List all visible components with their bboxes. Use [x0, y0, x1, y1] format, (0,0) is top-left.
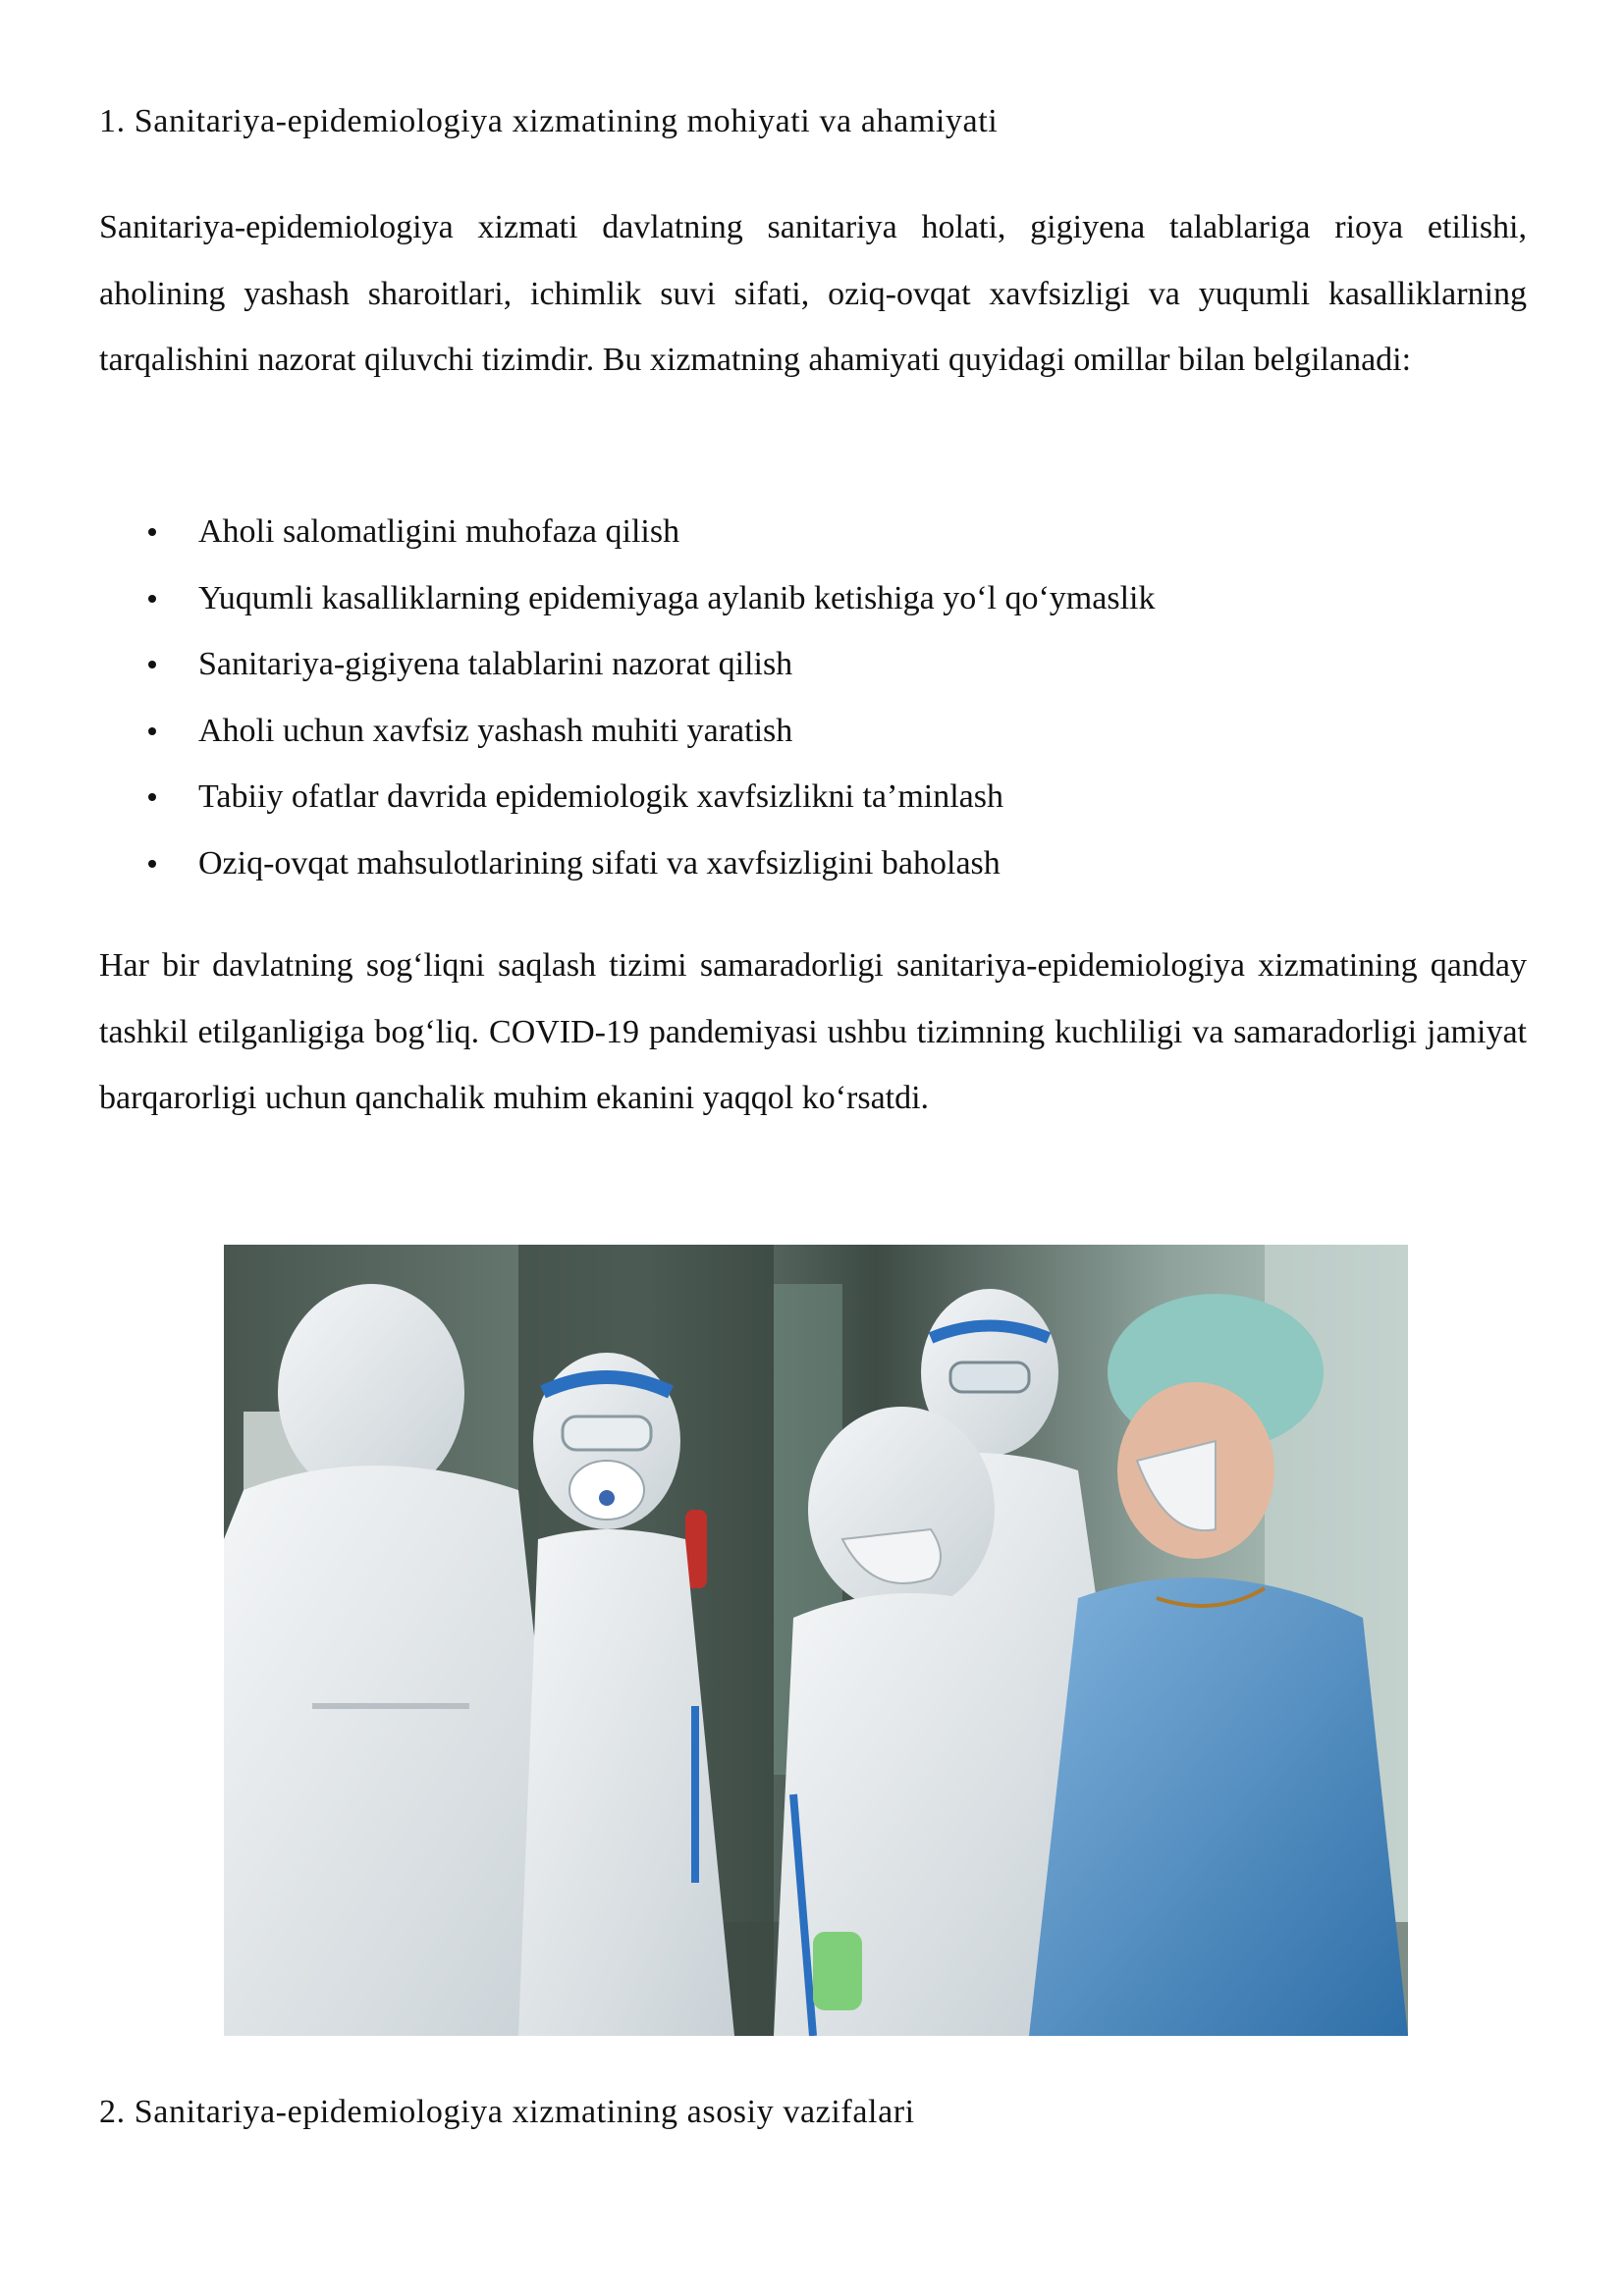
- bullet-text: Oziq-ovqat mahsulotlarining sifati va xavfsizligini baholash: [198, 844, 1001, 881]
- bullet-item: [99, 631, 1527, 698]
- importance-bullet-list: [99, 499, 1527, 896]
- bullet-item: [99, 764, 1527, 830]
- bullet-dot-icon: [148, 595, 156, 603]
- bullet-text: Yuqumli kasalliklarning epidemiyaga aylanib ketishiga yo‘l qo‘ymaslik: [198, 579, 1156, 616]
- bullet-item: [99, 698, 1527, 765]
- bullet-dot-icon: [148, 528, 156, 536]
- bullet-text: Aholi uchun xavfsiz yashash muhiti yaratish: [198, 712, 793, 749]
- medical-workers-photo: [224, 1245, 1408, 2036]
- bullet-item: [99, 565, 1527, 632]
- bullet-text: Sanitariya-gigiyena talablarini nazorat qilish: [198, 646, 793, 682]
- bullet-item: [99, 499, 1527, 565]
- bullet-dot-icon: [148, 860, 156, 868]
- bullet-dot-icon: [148, 793, 156, 801]
- section-2-heading: 2. Sanitariya-epidemiologiya xizmatining asosiy vazifalari: [99, 2094, 915, 2130]
- bullet-text: Tabiiy ofatlar davrida epidemiologik xavfsizlikni ta’minlash: [198, 778, 1004, 815]
- section-1-closing-paragraph: Har bir davlatning sog‘liqni saqlash tizimi samaradorligi sanitariya-epidemiologiya xizmatining qanday tashkil etilganligiga bog‘liq. COVID-19 pandemiyasi ushbu tizimning kuchliligi va samaradorligi jamiyat barqarorligi uchun qanchalik muhim ekanini yaqqol ko‘rsatdi.: [99, 947, 1527, 1116]
- section-1-heading: 1. Sanitariya-epidemiologiya xizmatining mohiyati va ahamiyati: [99, 103, 999, 139]
- bullet-dot-icon: [148, 661, 156, 668]
- photo-illustration: [224, 1245, 1408, 2036]
- bullet-dot-icon: [148, 727, 156, 735]
- bullet-text: Aholi salomatligini muhofaza qilish: [198, 513, 680, 550]
- section-1-intro-paragraph: Sanitariya-epidemiologiya xizmati davlatning sanitariya holati, gigiyena talablariga rioya etilishi, aholining yashash sharoitlari, ichimlik suvi sifati, oziq-ovqat xavfsizligi va yuqumli kasalliklarning tarqalishini nazorat qiluvchi tizimdir. Bu xizmatning ahamiyati quyidagi omillar bilan belgilanadi:: [99, 209, 1527, 378]
- bullet-item: [99, 830, 1527, 897]
